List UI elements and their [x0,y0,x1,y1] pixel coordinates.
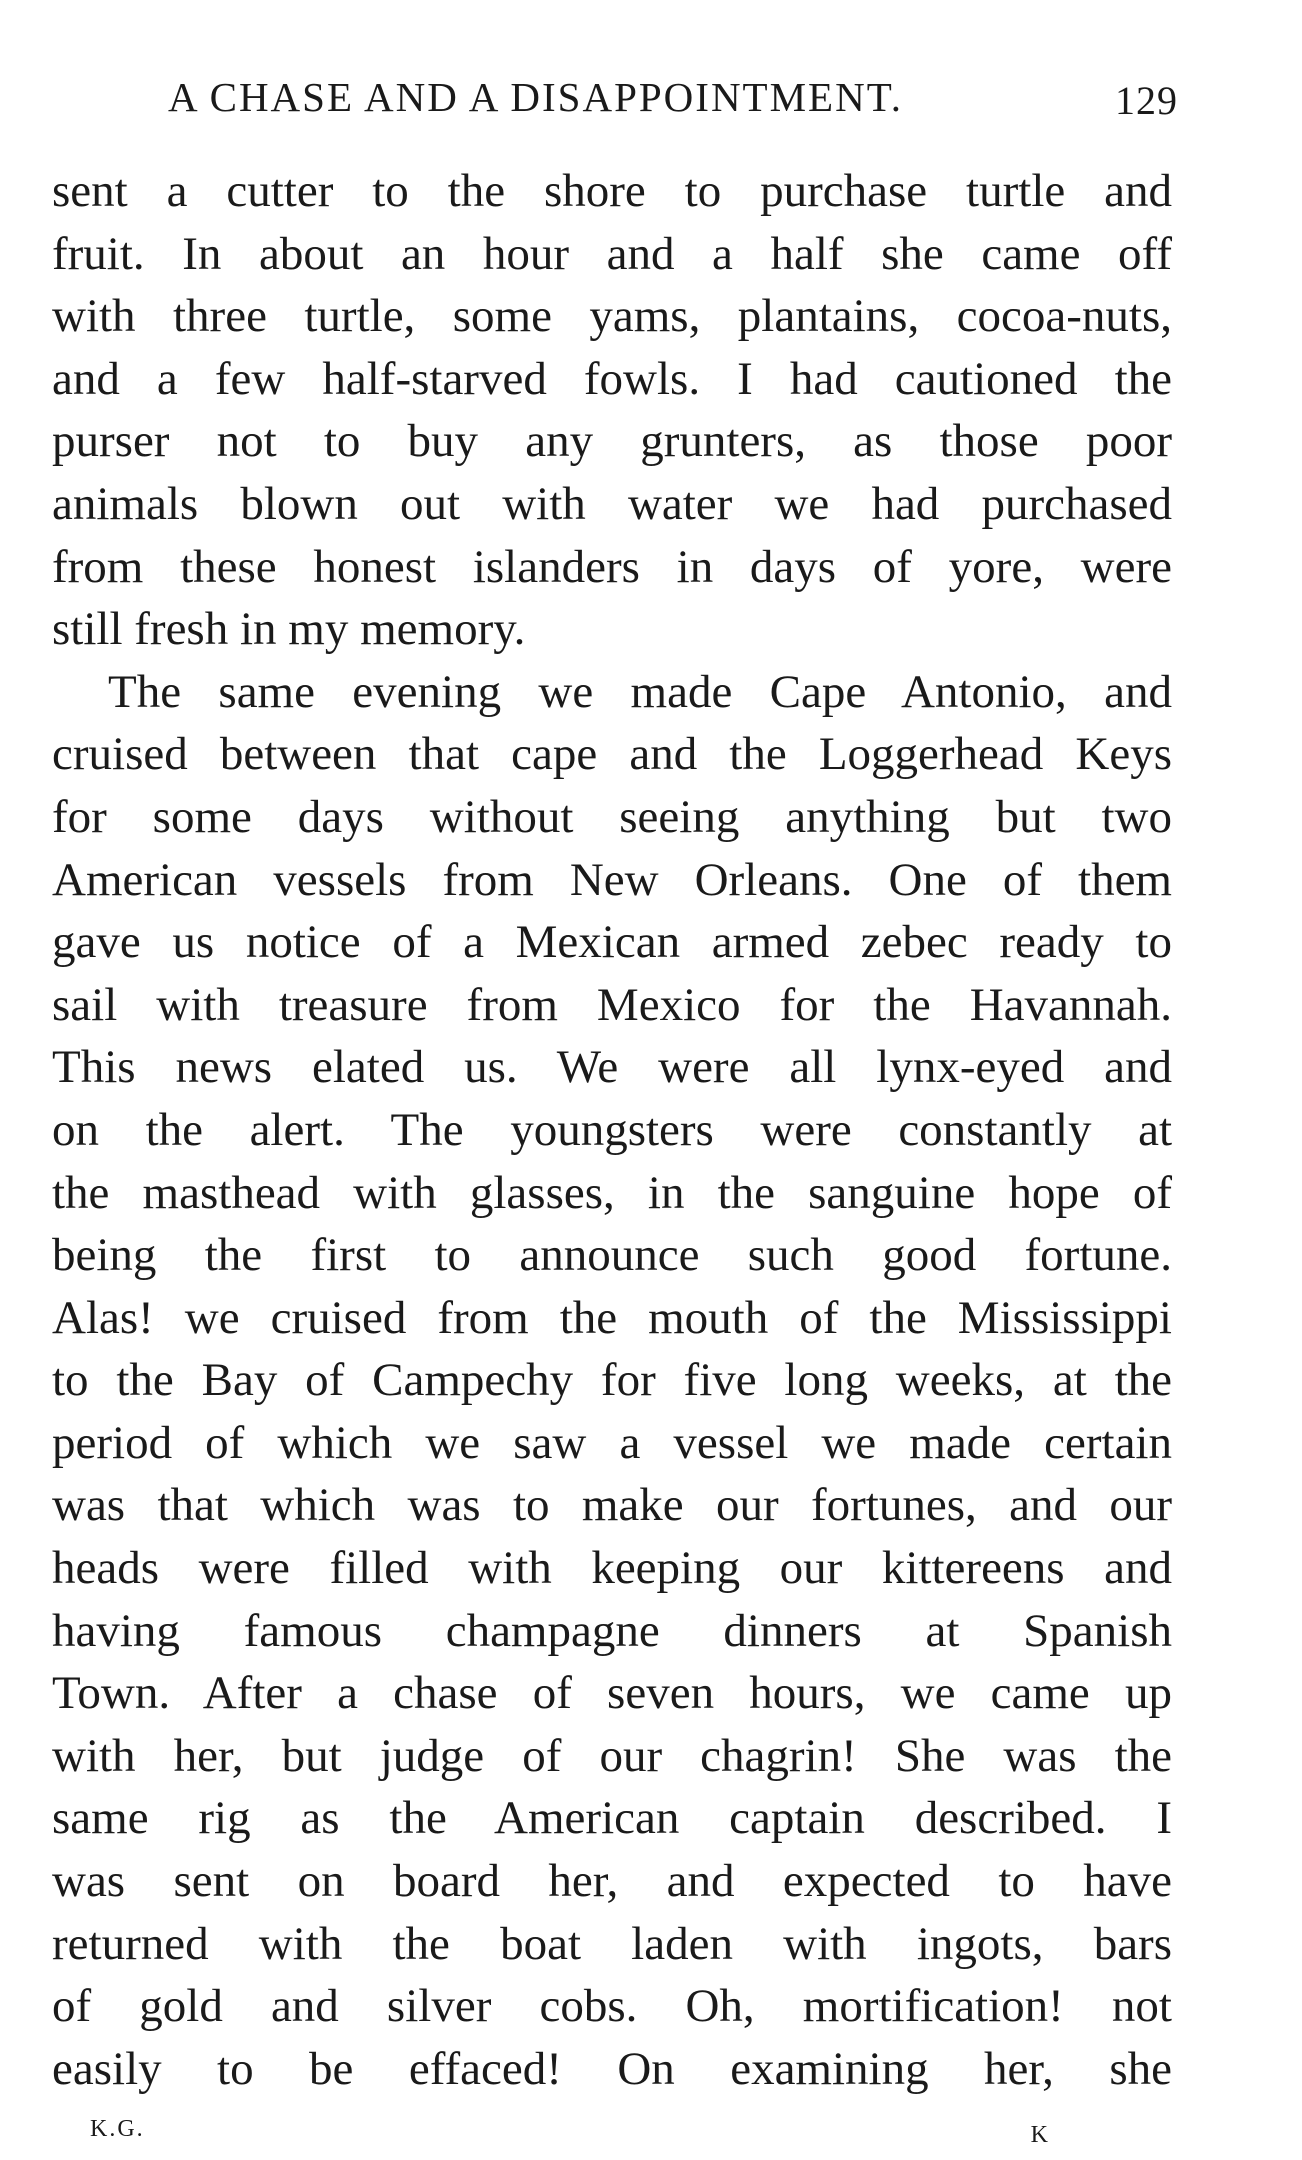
text-line: on the alert. The youngsters were constantly at [52,1103,1172,1156]
text-line: period of which we saw a vessel we made certain [52,1416,1172,1469]
signature-mark-left: K.G. [90,2116,145,2142]
signature-line [90,2116,1050,2146]
text-line: Town. After a chase of seven hours, we came up [52,1667,1172,1720]
text-line: was sent on board her, and expected to have [52,1855,1172,1908]
text-line: for some days without seeing anything but two [52,790,1172,843]
text-line: animals blown out with water we had purchased [52,477,1172,530]
text-line: sail with treasure from Mexico for the Havannah. [52,978,1172,1031]
text-line: The same evening we made Cape Antonio, and [108,665,1172,718]
text-line: of gold and silver cobs. Oh, mortification! not [52,1980,1172,2033]
text-line: still fresh in my memory. [52,603,526,656]
text-line: easily to be effaced! On examining her, she [52,2042,1172,2095]
running-head-title: A CHASE AND A DISAPPOINTMENT. [168,74,903,120]
text-line: fruit. In about an hour and a half she came off [52,227,1172,280]
text-line: same rig as the American captain described. I [52,1792,1172,1845]
text-line: with her, but judge of our chagrin! She was the [52,1729,1172,1782]
paragraph-1 [52,160,1172,661]
text-line: cruised between that cape and the Loggerhead Keys [52,728,1172,781]
signature-mark-right: K [1030,2122,1050,2148]
text-line: the masthead with glasses, in the sanguine hope of [52,1166,1172,1219]
text-line: with three turtle, some yams, plantains, cocoa-nuts, [52,290,1172,343]
text-line: sent a cutter to the shore to purchase turtle and [52,165,1172,217]
text-line: gave us notice of a Mexican armed zebec ready to [52,916,1172,969]
page-number: 129 [1115,78,1178,123]
paragraph-2 [52,661,1172,2101]
body-text [52,160,1172,2100]
text-line: heads were filled with keeping our kittereens and [52,1542,1172,1595]
running-head [168,72,1178,122]
text-line: purser not to buy any grunters, as those poor [52,415,1172,468]
text-line: American vessels from New Orleans. One of them [52,853,1172,906]
text-line: having famous champagne dinners at Spanish [52,1604,1172,1657]
text-line: and a few half-starved fowls. I had cautioned the [52,352,1172,405]
text-line: Alas! we cruised from the mouth of the Mississippi [52,1291,1172,1344]
text-line: to the Bay of Campechy for five long weeks, at the [52,1354,1172,1407]
text-line: being the first to announce such good fortune. [52,1229,1172,1282]
text-line: This news elated us. We were all lynx-eyed and [52,1041,1172,1094]
text-line: from these honest islanders in days of yore, were [52,540,1172,593]
text-line: was that which was to make our fortunes, and our [52,1479,1172,1532]
text-line: returned with the boat laden with ingots, bars [52,1917,1172,1970]
